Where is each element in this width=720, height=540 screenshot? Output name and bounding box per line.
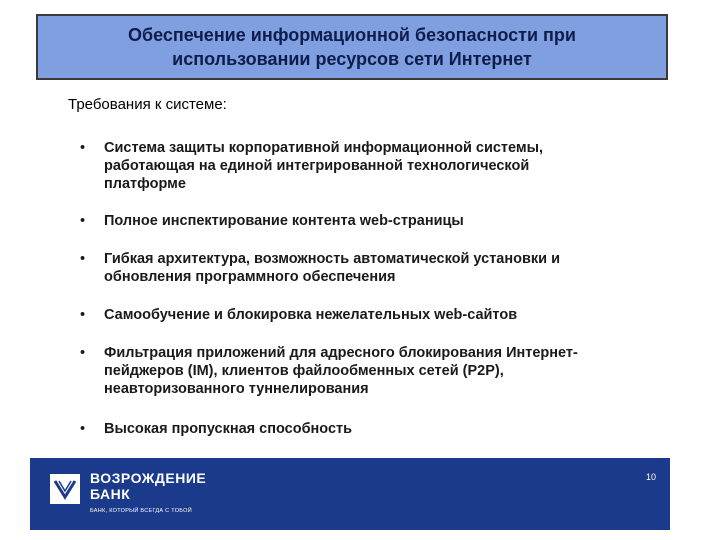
list-item-text: Самообучение и блокировка нежелательных web-сайтов — [104, 307, 518, 323]
list-item — [80, 420, 640, 438]
list-item — [80, 250, 640, 286]
bullet-icon: • — [80, 307, 86, 323]
slide-title-box — [36, 14, 668, 80]
list-item-text: Полное инспектирование контента web-страницы — [104, 213, 464, 229]
list-item — [80, 139, 640, 193]
bullet-icon: • — [80, 421, 86, 437]
list-item — [80, 306, 640, 324]
slide-title-line1: Обеспечение информационной безопасности при — [128, 25, 576, 45]
slide-title-line2: использовании ресурсов сети Интернет — [172, 49, 532, 69]
footer-bar — [30, 458, 670, 530]
bullet-icon: • — [80, 140, 86, 156]
brand-tagline: БАНК, КОТОРЫЙ ВСЕГДА С ТОБОЙ — [90, 508, 192, 514]
bank-logo-icon — [50, 474, 80, 504]
list-item-text: Фильтрация приложений для адресного блокирования Интернет- — [104, 345, 578, 361]
bullet-icon: • — [80, 213, 86, 229]
list-item — [80, 344, 640, 398]
page-number: 10 — [645, 472, 656, 482]
bullet-icon: • — [80, 345, 86, 361]
requirements-label: Требования к системе: — [68, 96, 227, 113]
list-item-text: пейджеров (IM), клиентов файлообменных сетей (P2P), — [104, 363, 504, 379]
bullet-icon: • — [80, 251, 86, 267]
list-item-text: Высокая пропускная способность — [104, 421, 353, 437]
list-item-text: платформе — [104, 176, 186, 192]
list-item-text: работающая на единой интегрированной технологической — [104, 158, 530, 174]
list-item-text: Гибкая архитектура, возможность автоматической установки и — [104, 251, 561, 267]
list-item — [80, 212, 640, 230]
bank-logo-mark-icon — [52, 476, 78, 502]
brand-name-line1: ВОЗРОЖДЕНИЕ — [90, 470, 207, 486]
brand-name-line2: БАНК — [90, 486, 131, 502]
list-item-text: Система защиты корпоративной информационной системы, — [104, 140, 544, 156]
list-item-text: обновления программного обеспечения — [104, 269, 396, 285]
list-item-text: неавторизованного туннелирования — [104, 381, 369, 397]
